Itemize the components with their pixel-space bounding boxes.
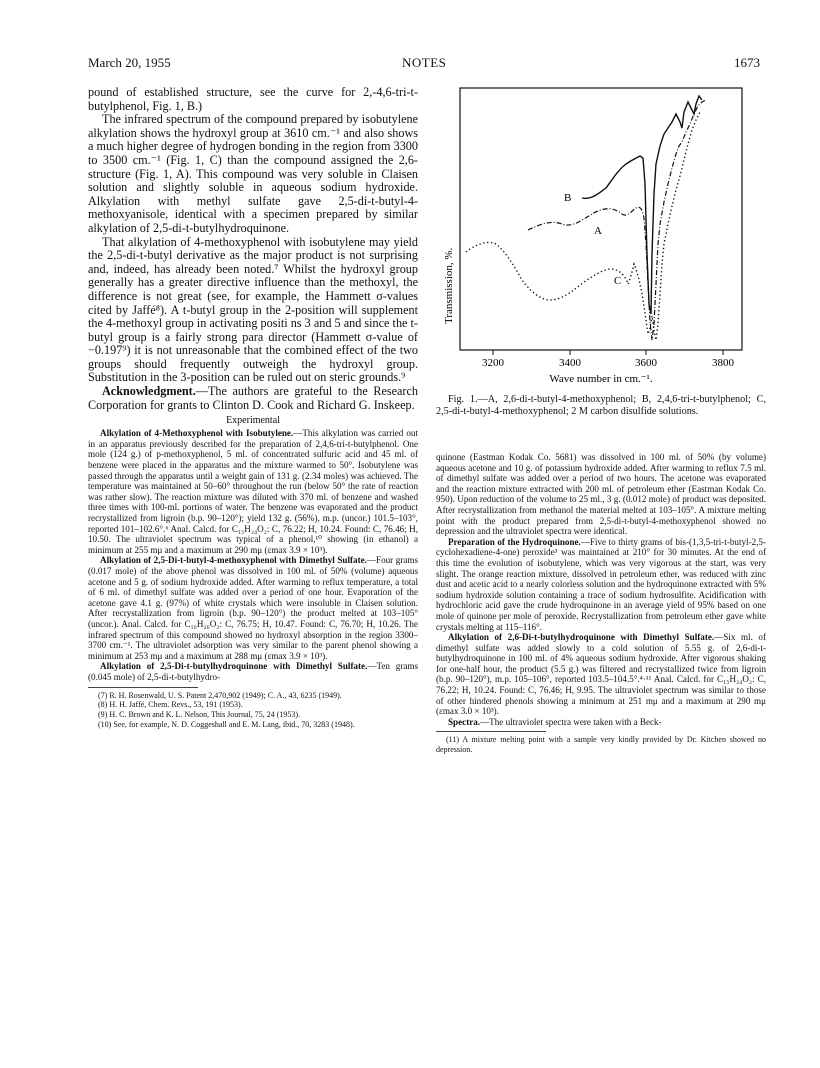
footnote: (9) H. C. Brown and K. L. Nelson, This Journal, 75, 24 (1953). xyxy=(98,710,301,720)
paragraph-text: —Five to thirty grams of bis-(1,3,5-tri-t-butyl-2,5-cyclohexadiene-4-one) peroxide³ was maintained at 210° for 30 minutes. At the end of this time the evolution of isobutylene, which was very vigorous at the start, was very slight. The orange reaction mixture, dissolved in petroleum ether, was reduced with zinc dust and acetic acid to a nearly colorless solution and the hydroquinone extracted with 5% sodium hydroxide solution containing a trace of sodium hydrosulfite. Acidification with hydrochloric acid gave the crude hydroquinone in an average yield of 95% based on one mole of quinone per mole of peroxide. Recrystallization from petroleum ether gave white crystals melting at 115–116°. xyxy=(436,536,766,632)
footnote: (8) H. H. Jaffé, Chem. Revs., 53, 191 (1953). xyxy=(98,700,243,710)
acknowledgment-label: Acknowledgment. xyxy=(102,384,196,399)
caption-text: Fig. 1.—A, 2,6-di-t-butyl-4-methoxyphenol; B, 2,4,6-tri-t-butylphenol; C, 2,5-di-t-butyl-4-methoxyphenol; 2 M carbon disulfide solutions. xyxy=(436,394,766,418)
paragraph-text: —The ultraviolet spectra were taken with a Beck- xyxy=(480,716,662,727)
run-in-heading: Preparation of the Hydroquinone. xyxy=(448,536,581,547)
paragraph-text: —Six ml. of dimethyl sulfate was added slowly to a cold solution of 5.55 g. of 2,6-di-t-butylhydroquinone in 100 ml. of 4% aqueous sodium hydroxide. After vigorous shaking for one-half hour, the product (5.5 g.) was filtered and recrystallized twice from ligroin (b.p. 90–120°), m.p. 105–106°, reported 103.5–104.5°.⁴·¹¹ Anal. Calcd. for C₁₅H₂₄O₂: C, 76.22; H, 10.24. Found: C, 76.46; H, 9.95. The ultraviolet spectrum was similar to those of other hindered phenols showing a minimum at 251 mμ and a maximum at 290 mμ (εmax 3.0 × 10³). xyxy=(436,632,766,717)
curve-c xyxy=(466,112,700,340)
footnote: (7) R. H. Rosenwald, U. S. Patent 2,470,902 (1949); C. A., 43, 6235 (1949). xyxy=(98,690,342,700)
paragraph xyxy=(88,555,418,661)
experimental-heading: Experimental xyxy=(226,415,280,427)
experimental-text xyxy=(88,428,418,682)
header-section: NOTES xyxy=(402,55,447,70)
run-in-heading: Alkylation of 2,5-Di-t-butyl-4-methoxyphenol with Dimethyl Sulfate. xyxy=(100,555,367,566)
footnote-rule xyxy=(88,687,198,688)
left-column xyxy=(88,86,418,730)
body-text xyxy=(88,86,418,412)
figure-caption xyxy=(436,394,766,418)
header-date: March 20, 1955 xyxy=(88,55,171,70)
acknowledgment xyxy=(88,385,418,412)
paragraph xyxy=(436,632,766,717)
paragraph: The infrared spectrum of the compound prepared by isobutylene alkylation shows the hydroxyl group at 3610 cm.⁻¹ and also shows a much higher degree of hydrogen bonding in the region from 3300 to 3500 cm.⁻¹ (Fig. 1, C) than the compound assigned the 2,6-structure (Fig. 1, A). This compound was very soluble in Claisen solution and slightly soluble in aqueous sodium hydroxide. Alkylation with methyl sulfate gave 2,5-di-t-butyl-4-methoxyanisole, identical with a specimen prepared by similar alkylation of 2,5-di-t-butylhydroquinone. xyxy=(88,112,418,235)
run-in-heading: Alkylation of 2,6-Di-t-butylhydroquinone with Dimethyl Sulfate. xyxy=(448,632,715,643)
paragraph: That alkylation of 4-methoxyphenol with isobutylene may yield the 2,5-di-t-butyl derivative as the major product is not surprising and, indeed, has already been noted.⁷ Whilst the hydroxyl group generally has a greater directive influence than the methoxyl, the difference is not great (see, for example, the Hammett σ-values cited by Jaffé⁸). A t-butyl group in the 2-position will supplement the 4-methoxyl group in activating positi ns 3 and 5 and since the t-butyl group is a fairly strong para director (Hammett σ-value of −0.197⁹) it is not unreasonable that the combined effect of the two groups should frequently outweigh the hydroxyl group. Substitution in the 3-position can be ruled out on steric grounds.⁹ xyxy=(88,234,418,385)
curve-a xyxy=(528,100,706,340)
footnotes xyxy=(436,735,766,755)
header-page-number: 1673 xyxy=(734,55,760,70)
footnote-rule xyxy=(436,731,546,732)
paragraph: quinone (Eastman Kodak Co. 5681) was dissolved in 100 ml. of 50% (by volume) aqueous acetone and 10 g. of potassium hydroxide added. After warming to reflux 7.5 ml. of dimethyl sulfate was added over a period of two hours. The acetone was evaporated and the reaction mixture extracted with 200 ml. of petroleum ether (Eastman Kodak Co. 950). Upon reduction of the volume to 25 ml., 3 g. (0.012 mole) of product was deposited. After recrystallization from methanol the material melted at 103–105°. A mixture melting point with the product prepared from 2,5-di-t-butyl-4-methoxyphenol showed no depression and the ultraviolet spectra were identical. xyxy=(436,452,766,537)
footnote: (10) See, for example, N. D. Coggeshall and E. M. Lang, ibid., 70, 3283 (1948). xyxy=(98,719,355,729)
curve-label-b: B xyxy=(564,192,572,204)
x-tick-label: 3800 xyxy=(712,357,734,369)
footnote: (11) A mixture melting point with a sample very kindly provided by Dr. Kitchen showed no depression. xyxy=(436,735,766,755)
plot-frame xyxy=(460,88,742,350)
paragraph xyxy=(88,661,418,682)
figure-1 xyxy=(436,84,766,389)
footnotes xyxy=(88,691,418,730)
ir-spectrum-plot xyxy=(436,84,766,389)
curve-label-c: C xyxy=(614,275,622,287)
right-column xyxy=(436,452,766,755)
paragraph: pound of established structure, see the curve for 2,-4,6-tri-t-butylphenol, Fig. 1, B.) xyxy=(88,85,418,113)
y-axis-label: Transmission, %. xyxy=(443,247,455,324)
curve-b xyxy=(582,96,702,314)
run-in-heading: Alkylation of 4-Methoxyphenol with Isobutylene. xyxy=(100,428,294,439)
paragraph-text: —Four grams (0.017 mole) of the above phenol was dissolved in 100 ml. of 50% (volume) aqueous acetone and 5 g. of sodium hydroxide added. After warming to reflux temperature, a total of 6 ml. of dimethyl sulfate was added over a period of one hour. Evaporation of the acetone gave 4.1 g. (97%) of white crystals which were insoluble in Claisen solution. After recrystallization from ligroin (b.p. 90–120°) the product melted at 103–105° (uncor.). Anal. Calcd. for C₁₆H₂₆O₂: C, 76.75; H, 10.47. Found: C, 76.70; H, 10.26. The infrared spectrum of this compound showed no hydroxyl absorption in the region 3300–3700 cm.⁻¹. The ultraviolet adsorption was very similar to the parent phenol showing a minimum at 253 mμ and a maximum at 288 mμ (εmax 3.9 × 10³). xyxy=(88,555,418,661)
paragraph-text: —This alkylation was carried out in an apparatus previously described for the preparation of 2,4,6-tri-t-butylphenol. One mole (124 g.) of p-methoxyphenol, 5 ml. of concentrated sulfuric acid and 45 ml. of benzene were placed in the apparatus and the mixture warmed to 50°. Isobutylene was passed through the apparatus until a weight gain of 131 g. (2.34 moles) was achieved. The temperature was maintained at 50–60° throughout the run (below 50° the rate of reaction was rather slow). The reaction mixture was diluted with 370 ml. of benzene and washed three times with 100-ml. portions of water. The benzene was evaporated and the product recrystallized from ligroin (b.p. 90–120°); yield 132 g. (56%), m.p. (uncor.) 101.5–103°, reported 101–102.6°.⁶ Anal. Calcd. for C₁₅H₂₄O₂: C, 76.22; H, 10.24. Found: C, 76.46; H, 10.50. The ultraviolet spectrum was typical of a phenol,¹⁰ showing (in ethanol) a minimum at 255 mμ and a maximum at 290 mμ (εmax 3.9 × 10³). xyxy=(88,428,418,555)
x-tick-label: 3200 xyxy=(482,357,504,369)
paragraph xyxy=(436,717,766,728)
acknowledgment-text: —The authors are grateful to the Research Corporation for grants to Clinton D. Cook and Richard G. Inskeep. xyxy=(88,384,418,412)
run-in-heading: Alkylation of 2,5-Di-t-butylhydroquinone with Dimethyl Sulfate. xyxy=(100,661,368,672)
x-tick-label: 3400 xyxy=(559,357,581,369)
paragraph xyxy=(436,537,766,632)
paragraph xyxy=(88,428,418,555)
curve-label-a: A xyxy=(594,225,602,237)
x-tick-label: 3600 xyxy=(635,357,657,369)
run-in-heading: Spectra. xyxy=(448,716,481,727)
paragraph-text: —Ten grams (0.045 mole) of 2,5-di-t-butylhydro- xyxy=(88,661,419,682)
x-axis-label: Wave number in cm.⁻¹. xyxy=(549,373,653,385)
